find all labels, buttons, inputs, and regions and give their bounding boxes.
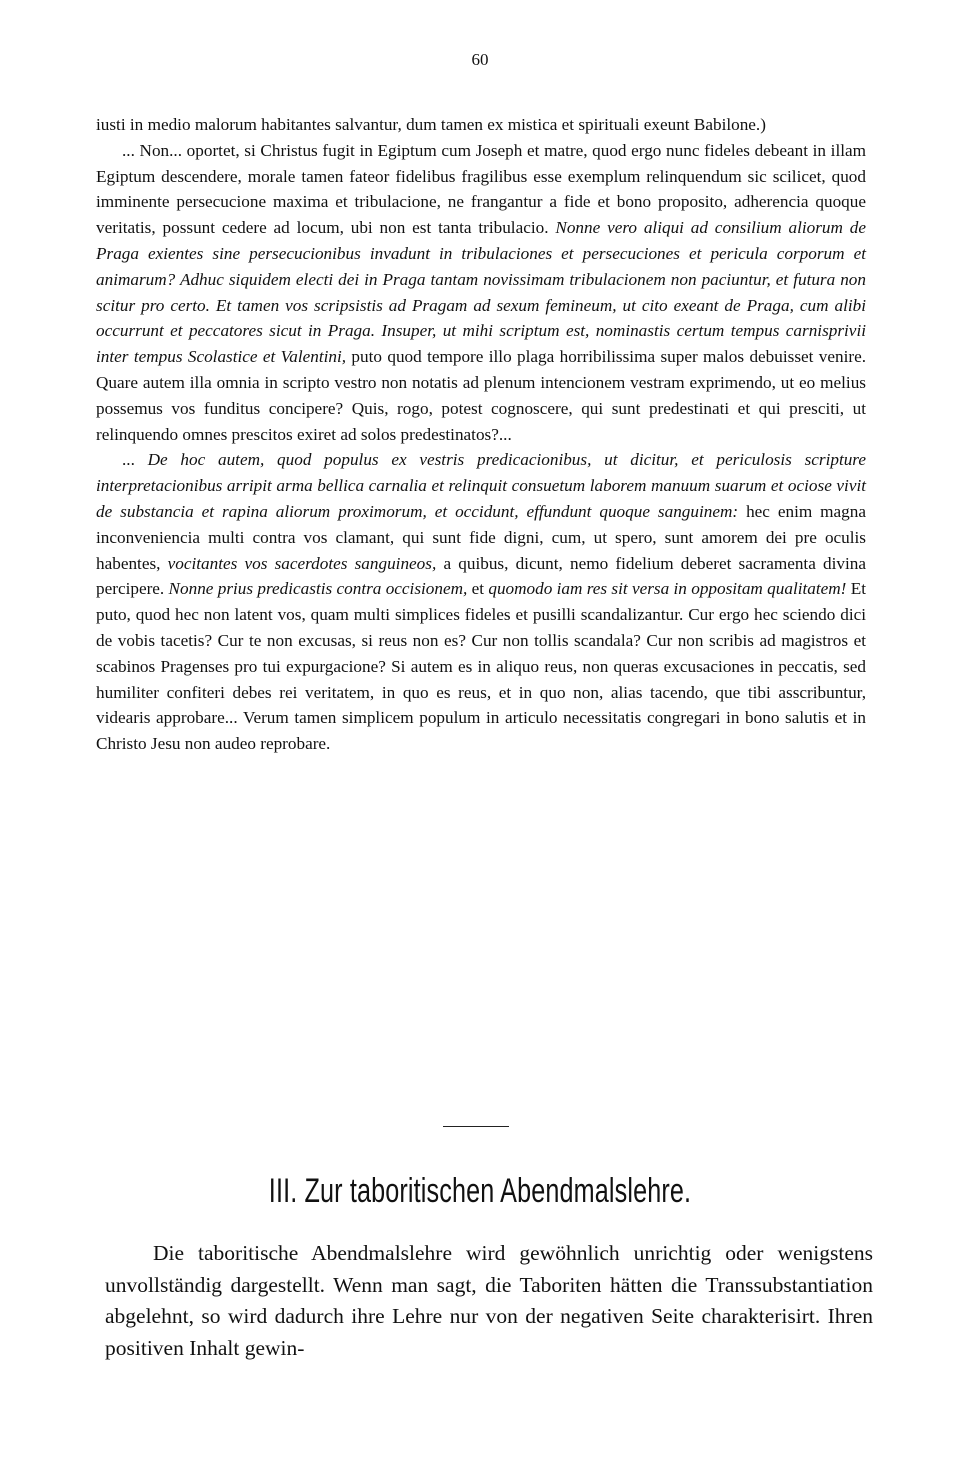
italic-run: De hoc autem, quod populus ex vestris predicacionibus, ut dicitur, et periculosis scripture interpretacionibus arripit arma bellica carnalia et relinquit consuetum laborem manuum suarum et ociose vivit de substancia et rapina aliorum proximorum, et occidunt, effundunt quoque sanguinem: bbox=[96, 450, 866, 521]
italic-run: Nonne vero aliqui ad consilium aliorum de Praga exientes sine persecucionibus invadunt in tribulaciones et persecuciones et pericula corporum et animarum? Adhuc siquidem electi dei in Praga tantam novissimam tribulacionem non paciuntur, et futura non scitur pro certo. Et tamen vos scripsistis ad Pragam ad sexum femineum, ut cito exeant de Praga, cum alibi occurrunt et peccatores sicut in Praga. Insuper, ut mihi scriptum est, nominastis certum tempus carnisprivii inter tempus Scolastice et Valentini, bbox=[96, 218, 866, 367]
text-run: Et puto, quod hec non latent vos, quam multi simplices fideles et pusilli scandalizantur. Cur ergo hec sciendo dici de vobis tacetis? Cur te non excusas, si reus non es? Cur non tollis scandala? Cur non scribis ad magistros et scabinos Pragenses pro tui expurgacione? Si autem es in aliquo reus, non queras excusaciones in peccatis, sed humiliter confiteri debes rei veritatem, in quo es reus, et in quo non, alias tacendo, que tibi asscribuntur, videaris approbare... Verum tamen simplicem populum in articulo necessitatis congregari in bono salutis et in Christo Jesu non audeo reprobare. bbox=[96, 579, 866, 754]
page-number: 60 bbox=[471, 50, 489, 69]
text-run: ... Non... oportet, si Christus fugit in Egiptum cum Joseph et matre, quod ergo nunc fideles debeant in illam Egiptum descendere, morale tamen fateor fidelibus fragilibus esse exemplum relinquendum sic scilicet, quod imminente persecucione maxima et tribulacione, ne frangantur a fide et bono proposito, adherencia quoque veritatis, possunt cedere ad locum, ubi non est tanta tribulacio. bbox=[96, 140, 866, 238]
text-run: iusti in medio malorum habitantes salvantur, dum tamen ex mistica et spirituali exeunt Babilone.) bbox=[96, 115, 766, 134]
latin-paragraph-2 bbox=[96, 138, 866, 448]
text-run: puto quod tempore illo plaga horribilissima super malos debuisset venire. Quare autem illa omnia in scripto vestro non notatis ad plenum intencionem vestram exprimendo, ut eo melius possemus vos funditus concipere? Quis, rogo, potest cognoscere, qui sunt predestinati et qui presciti, ut relinquendo omnes prescitos exiret ad solos predestinatos?... bbox=[96, 347, 867, 444]
section-divider bbox=[443, 1126, 509, 1127]
italic-run: vocitantes vos sacerdotes sanguineos, bbox=[167, 553, 437, 573]
text-run: hec enim magna inconveniencia multi contra vos clamant, qui sunt fide digni, cum, ut spero, sunt amorem dei pre oculis habentes, bbox=[96, 501, 866, 573]
latin-text-block bbox=[96, 112, 866, 757]
german-paragraph: Die taboritische Abendmalslehre wird gewöhnlich unrichtig oder wenigstens unvollständig dargestellt. Wenn man sagt, die Taboriten hätten die Transsubstantiation abgelehnt, so wird dadurch ihre Lehre nur von der negativen Seite charakterisirt. Ihren positiven Inhalt gewin- bbox=[105, 1241, 873, 1360]
italic-run: quomodo iam res sit versa in oppositam qualitatem! bbox=[488, 579, 847, 599]
latin-paragraph-1 bbox=[96, 112, 866, 138]
text-run: a quibus, dicunt, nemo fidelium deberet sacramenta divina percipere. bbox=[96, 553, 866, 599]
section-heading: III. Zur taboritischen Abendmalslehre. bbox=[268, 1172, 692, 1210]
text-run: ... bbox=[122, 450, 148, 470]
text-run: et bbox=[467, 579, 489, 599]
italic-run: Nonne prius predicastis contra occisionem, bbox=[168, 579, 468, 599]
german-text-block bbox=[105, 1238, 873, 1364]
latin-paragraph-3 bbox=[96, 447, 866, 757]
